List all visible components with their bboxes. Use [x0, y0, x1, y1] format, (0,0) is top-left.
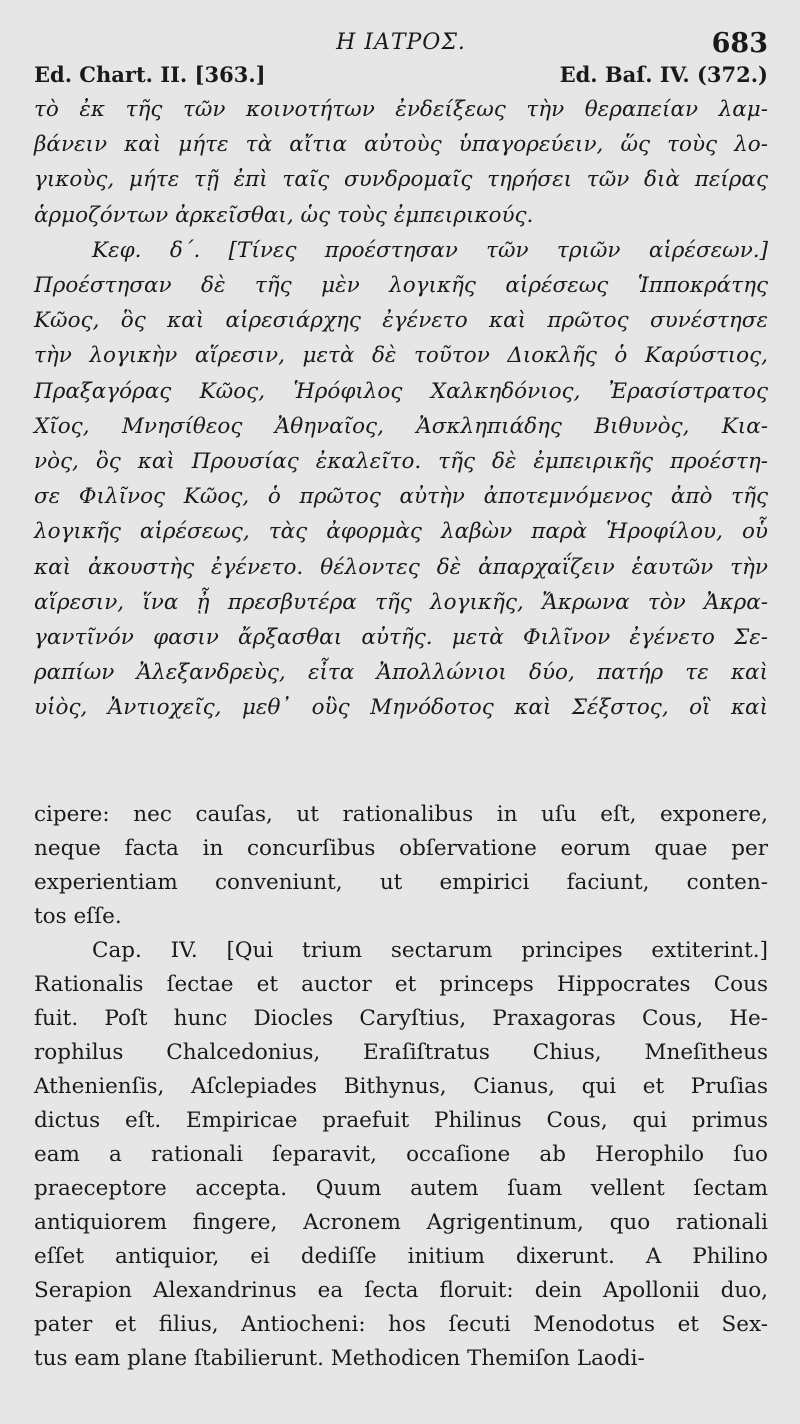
- greek-line: λογικῆς αἱρέσεως, τὰς ἀφορμὰς λαβὼν παρὰ Ἡροφίλου, οὗ: [34, 519, 768, 545]
- greek-line: γαντῖνόν φασιν ἄρξασθαι αὐτῆς. μετὰ Φιλῖνον ἐγένετο Σε-: [34, 625, 768, 651]
- greek-line: βάνειν καὶ μήτε τὰ αἴτια αὐτοὺς ὑπαγορεύειν, ὥς τοὺς λο-: [34, 132, 768, 158]
- latin-line: fuit. Poſt hunc Diocles Caryſtius, Praxagoras Cous, He-: [34, 1006, 768, 1031]
- latin-line: Rationalis ſectae et auctor et princeps Hippocrates Cous: [34, 972, 768, 997]
- edition-reference-chart: Ed. Chart. II. [363.]: [34, 62, 266, 87]
- latin-line: dictus eſt. Empiricae praefuit Philinus Cous, qui primus: [34, 1108, 768, 1133]
- page-header: [34, 30, 768, 62]
- greek-line: Πραξαγόρας Κῶος, Ἡρόφιλος Χαλκηδόνιος, Ἐρασίστρατος: [34, 378, 768, 404]
- latin-text-block: [34, 798, 768, 1376]
- running-title: Η ΙΑΤΡΟΣ.: [336, 30, 466, 55]
- latin-line: eſſet antiquior, ei dediſſe initium dixerunt. A Philino: [34, 1244, 768, 1269]
- latin-line: antiquiorem fingere, Acronem Agrigentinum, quo rationali: [34, 1210, 768, 1235]
- greek-line: υἱὸς, Ἀντιοχεῖς, μεθ᾽ οὓς Μηνόδοτος καὶ Σέξστος, οἳ καὶ: [34, 695, 768, 721]
- latin-chapter-heading: Cap. IV. [Qui trium sectarum principes extiterint.]: [92, 938, 768, 963]
- latin-line: neque facta in concurſibus obſervatione eorum quae per: [34, 836, 768, 861]
- latin-line: rophilus Chalcedonius, Eraſiſtratus Chius, Mneſitheus: [34, 1040, 768, 1065]
- latin-line: Serapion Alexandrinus ea ſecta floruit: dein Apollonii duo,: [34, 1278, 768, 1303]
- greek-chapter-heading: Κεφ. δ΄. [Τίνες προέστησαν τῶν τριῶν αἱρέσεων.]: [92, 237, 768, 263]
- greek-text-block: [34, 92, 768, 726]
- greek-line: καὶ ἀκουστὴς ἐγένετο. θέλοντες δὲ ἀπαρχαΐζειν ἑαυτῶν τὴν: [34, 554, 768, 580]
- latin-line: tos eſſe.: [34, 904, 122, 929]
- greek-line: νὸς, ὃς καὶ Προυσίας ἐκαλεῖτο. τῆς δὲ ἐμπειρικῆς προέστη-: [34, 449, 768, 475]
- greek-line: ἁρμοζόντων ἀρκεῖσθαι, ὡς τοὺς ἐμπειρικούς.: [34, 202, 534, 228]
- latin-line: cipere: nec cauſas, ut rationalibus in uſu eſt, exponere,: [34, 802, 768, 827]
- greek-line: Προέστησαν δὲ τῆς μὲν λογικῆς αἱρέσεως Ἱπποκράτης: [34, 273, 768, 299]
- greek-line: ραπίων Ἀλεξανδρεὺς, εἶτα Ἀπολλώνιοι δύο, πατήρ τε καὶ: [34, 660, 768, 686]
- greek-line: τὸ ἐκ τῆς τῶν κοινοτήτων ἐνδείξεως τὴν θεραπείαν λαμ-: [34, 97, 768, 122]
- greek-line: σε Φιλῖνος Κῶος, ὁ πρῶτος αὐτὴν ἀποτεμνόμενος ἀπὸ τῆς: [34, 484, 768, 510]
- latin-line: experientiam conveniunt, ut empirici faciunt, conten-: [34, 870, 768, 895]
- page-number: 683: [711, 28, 768, 59]
- greek-line: αἵρεσιν, ἵνα ᾖ πρεσβυτέρα τῆς λογικῆς, Ἄκρωνα τὸν Ἀκρα-: [34, 589, 768, 615]
- edition-reference-basel: Ed. Baſ. IV. (372.): [559, 62, 768, 87]
- latin-line: praeceptore accepta. Quum autem ſuam vellent ſectam: [34, 1176, 768, 1201]
- latin-line: eam a rationali ſeparavit, occaſione ab Herophilo ſuo: [34, 1142, 768, 1167]
- greek-line: Χῖος, Μνησίθεος Ἀθηναῖος, Ἀσκληπιάδης Βιθυνὸς, Κια-: [34, 413, 768, 439]
- edition-references: [34, 62, 768, 92]
- latin-line: pater et filius, Antiocheni: hos ſecuti Menodotus et Sex-: [34, 1312, 768, 1337]
- greek-line: Κῶος, ὃς καὶ αἱρεσιάρχης ἐγένετο καὶ πρῶτος συνέστησε: [34, 308, 768, 334]
- latin-line: tus eam plane ſtabilierunt. Methodicen Themiſon Laodi-: [34, 1346, 645, 1371]
- greek-line: τὴν λογικὴν αἵρεσιν, μετὰ δὲ τοῦτον Διοκλῆς ὁ Καρύστιος,: [34, 343, 768, 369]
- latin-line: Athenienſis, Aſclepiades Bithynus, Cianus, qui et Pruſias: [34, 1074, 768, 1099]
- greek-line: γικοὺς, μήτε τῇ ἐπὶ ταῖς συνδρομαῖς τηρήσει τῶν διὰ πείρας: [34, 167, 768, 193]
